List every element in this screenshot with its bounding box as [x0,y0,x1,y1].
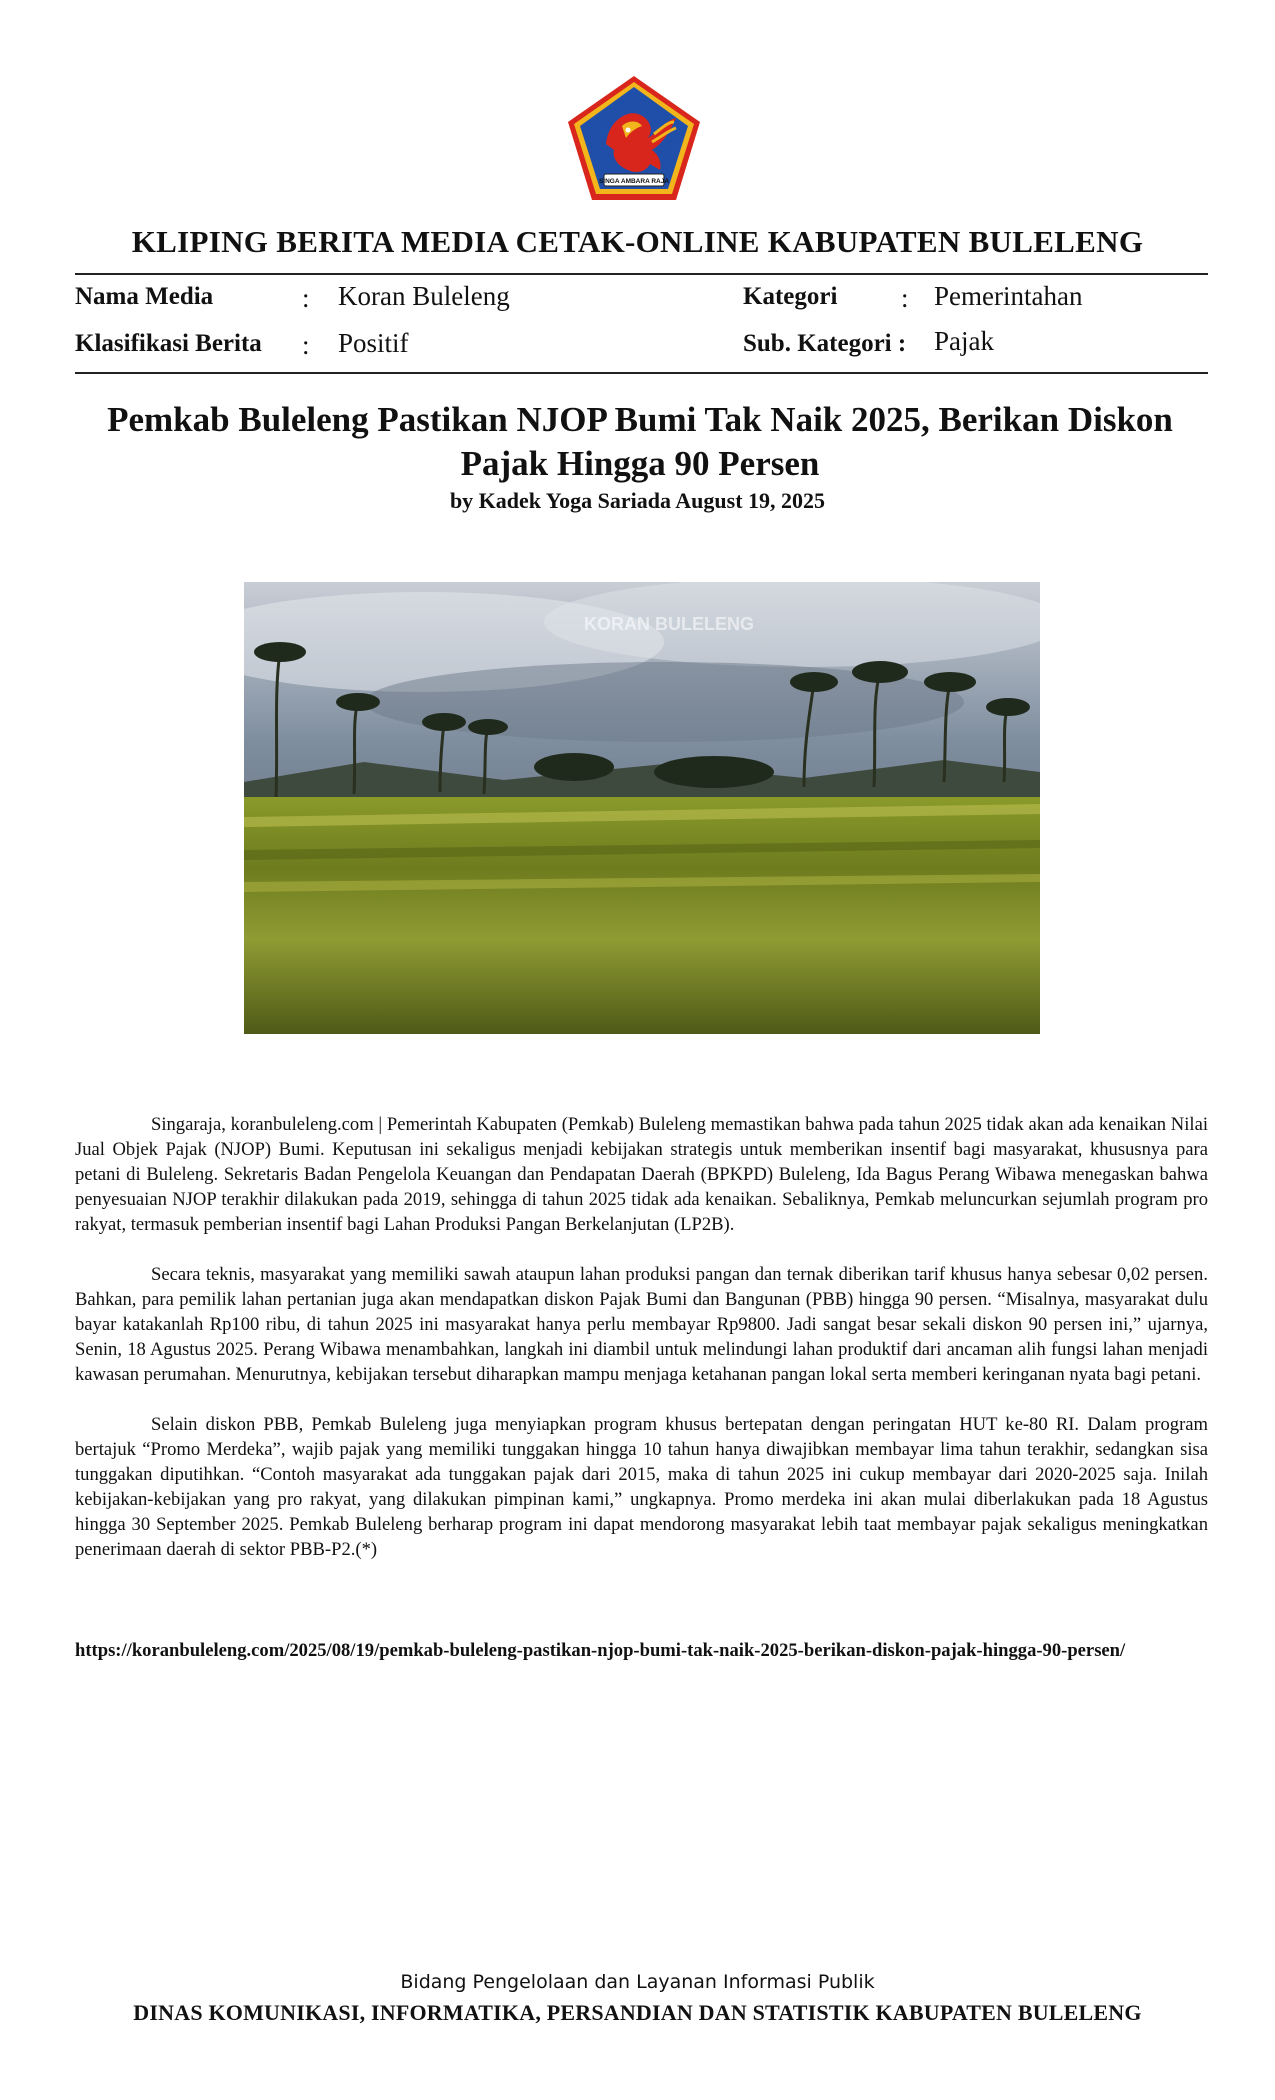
paragraph-1: Singaraja, koranbuleleng.com | Pemerintah Kabupaten (Pemkab) Buleleng memastikan bahwa pada tahun 2025 tidak akan ada kenaikan Nilai Jual Objek Pajak (NJOP) Bumi. Keputusan ini sekaligus menjadi kebijakan strategis untuk memberikan insentif bagi masyarakat, khususnya para petani di Buleleng. Sekretaris Badan Pengelola Keuangan dan Pendapatan Daerah (BPKPD) Buleleng, Ida Bagus Perang Wibawa menegaskan bahwa penyesuaian NJOP terakhir dilakukan pada 2019, sehingga di tahun 2025 tidak ada kenaikan. Sebaliknya, Pemkab meluncurkan sejumlah program pro rakyat, termasuk pemberian insentif bagi Lahan Produksi Pangan Berkelanjutan (LP2B). [75,1114,1208,1235]
kategori-separator: : [901,283,909,313]
nama-media-separator: : [302,283,310,313]
nama-media-label: Nama Media [75,283,214,310]
sub-kategori-label: Sub. Kategori : [743,330,907,357]
bottom-divider [75,372,1208,374]
klasifikasi-label: Klasifikasi Berita [75,330,262,357]
article-byline: by Kadek Yoga Sariada August 19, 2025 [449,488,826,513]
top-divider [75,273,1208,275]
footer-department: Bidang Pengelolaan dan Layanan Informasi Publik [400,1971,875,1993]
rice-field-photo [244,582,1040,1034]
photo-watermark: KORAN BULELENG [584,614,754,634]
article-headline: Pemkab Buleleng Pastikan NJOP Bumi Tak Naik 2025, Berikan Diskon Pajak Hingga 90 Persen [107,400,1173,483]
klasifikasi-separator: : [302,330,310,360]
article-body [75,1112,1208,1587]
footer-agency: DINAS KOMUNIKASI, INFORMATIKA, PERSANDIAN DAN STATISTIK KABUPATEN BULELENG [133,2000,1142,2025]
kategori-value: Pemerintahan [934,281,1083,311]
nama-media-value: Koran Buleleng [338,281,510,311]
sub-kategori-value: Pajak [934,326,994,356]
buleleng-crest-logo [566,74,702,202]
paragraph-2: Secara teknis, masyarakat yang memiliki sawah ataupun lahan produksi pangan dan ternak diberikan tarif khusus hanya sebesar 0,02 persen. Bahkan, para pemilik lahan pertanian juga akan mendapatkan diskon Pajak Bumi dan Bangunan (PBB) hingga 90 persen. “Misalnya, masyarakat dulu bayar katakanlah Rp100 ribu, di tahun 2025 ini masyarakat hanya perlu membayar Rp9800. Jadi sangat besar sekali diskon 90 persen ini,” ujarnya, Senin, 18 Agustus 2025. Perang Wibawa menambahkan, langkah ini diambil untuk melindungi lahan produktif dari ancaman alih fungsi lahan menjadi kawasan perumahan. Menurutnya, kebijakan tersebut diharapkan mampu menjaga ketahanan pangan lokal serta memberi keringanan nyata bagi petani. [75,1264,1208,1385]
source-url-link[interactable]: https://koranbuleleng.com/2025/08/19/pemkab-buleleng-pastikan-njop-bumi-tak-naik-2025-berikan-diskon-pajak-hingga-90-persen/ [75,1640,1126,1661]
paragraph-3: Selain diskon PBB, Pemkab Buleleng juga menyiapkan program khusus bertepatan dengan peringatan HUT ke-80 RI. Dalam program bertajuk “Promo Merdeka”, wajib pajak yang memiliki tunggakan hingga 10 tahun hanya diwajibkan membayar lima tahun terakhir, sedangkan sisa tunggakan diputihkan. “Contoh masyarakat ada tunggakan pajak dari 2015, maka di tahun 2025 ini cukup membayar dari 2020-2025 saja. Inilah kebijakan-kebijakan yang pro rakyat, yang dilakukan pimpinan kami,” ungkapnya. Promo merdeka ini akan mulai diberlakukan pada 18 Agustus hingga 30 September 2025. Pemkab Buleleng berharap program ini dapat mendorong masyarakat lebih taat membayar pajak sekaligus meningkatkan penerimaan daerah di sektor PBB-P2.(*) [75,1414,1208,1560]
kliping-title: KLIPING BERITA MEDIA CETAK-ONLINE KABUPATEN BULELENG [131,224,1144,259]
kategori-label: Kategori [743,283,838,310]
logo-motto: SINGA AMBARA RAJA [598,178,670,185]
klasifikasi-value: Positif [338,328,409,358]
